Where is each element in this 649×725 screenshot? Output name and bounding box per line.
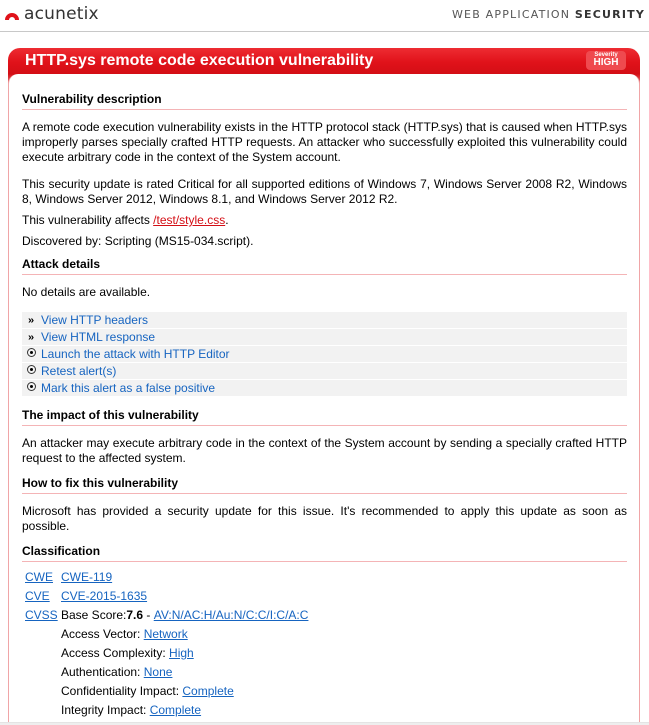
attack-details-text: No details are available. (22, 285, 151, 299)
classification-cvss-row (22, 606, 627, 625)
cve-value-link[interactable]: CVE-2015-1635 (61, 589, 148, 603)
cwe-key-link[interactable]: CWE (25, 570, 53, 584)
cvss-metric-integrity-impact (22, 701, 627, 720)
launch-http-editor-button[interactable] (22, 346, 627, 362)
metric-value-link[interactable]: Complete (149, 703, 202, 717)
acunetix-logo-icon (4, 6, 20, 22)
metric-value-link[interactable]: High (169, 646, 194, 660)
action-label: Mark this alert as a false positive (41, 381, 216, 395)
cvss-metric-confidentiality-impact (22, 682, 627, 701)
section-heading-attack: Attack details (22, 257, 627, 275)
alert-card (8, 48, 640, 725)
top-header (0, 0, 649, 32)
cvss-metric-access-vector (22, 625, 627, 644)
affects-line (22, 213, 627, 228)
tagline-regular: WEB APPLICATION (451, 8, 575, 21)
severity-value: HIGH (593, 57, 619, 68)
severity-badge (586, 51, 626, 70)
metric-value-link[interactable]: Network (143, 627, 188, 641)
metric-label: Access Vector: (61, 627, 144, 641)
classification-cve-row (22, 587, 627, 606)
severity-label: Severity (594, 52, 618, 58)
double-chevron-down-icon: » (27, 314, 35, 326)
affects-prefix: This vulnerability affects (22, 213, 154, 227)
cvss-key-link[interactable]: CVSS (25, 608, 58, 622)
discovered-by: Discovered by: Scripting (MS15-034.script). (22, 234, 254, 248)
classification-cwe-row (22, 568, 627, 587)
base-score-value: 7.6 (126, 608, 144, 622)
section-heading-impact: The impact of this vulnerability (22, 408, 627, 426)
metric-value-link[interactable]: None (143, 665, 173, 679)
view-html-response-button[interactable] (22, 329, 627, 345)
metric-label: Authentication: (61, 665, 144, 679)
alert-title-bar (8, 48, 640, 74)
acunetix-logo (4, 4, 99, 24)
affected-file-link[interactable]: /test/style.css (153, 213, 226, 227)
action-label: Retest alert(s) (41, 364, 117, 378)
description-paragraph-2: This security update is rated Critical for all supported editions of Windows 7, Windows Server 2008 R2, Windows 8, Windows Server 2012, Windows 8.1, and Windows Server 2012 R2. (22, 177, 627, 206)
mark-false-positive-button[interactable] (22, 380, 627, 396)
radio-bullet-icon (25, 348, 37, 360)
metric-label: Access Complexity: (61, 646, 170, 660)
section-heading-description: Vulnerability description (22, 92, 627, 110)
double-chevron-down-icon: » (27, 331, 35, 343)
cvss-vector-link[interactable]: AV:N/AC:H/Au:N/C:C/I:C/A:C (153, 608, 309, 622)
cwe-value-link[interactable]: CWE-119 (61, 570, 113, 584)
retest-alerts-button[interactable] (22, 363, 627, 379)
section-heading-fix: How to fix this vulnerability (22, 476, 627, 494)
radio-bullet-icon (25, 365, 37, 377)
section-heading-classification: Classification (22, 544, 627, 562)
view-http-headers-button[interactable] (22, 312, 627, 328)
impact-text: An attacker may execute arbitrary code in the context of the System account by sending a specially crafted HTTP request to the affected system. (22, 436, 627, 465)
description-paragraph-1: A remote code execution vulnerability exists in the HTTP protocol stack (HTTP.sys) that is caused when HTTP.sys improperly parses specially crafted HTTP requests. An attacker who successfully exploited this vulnerability could execute arbitrary code in the context of the System account. (22, 120, 627, 164)
cvss-metric-authentication (22, 663, 627, 682)
logo-text: acunetix (24, 4, 99, 24)
affects-suffix: . (225, 213, 229, 227)
action-label: View HTTP headers (41, 313, 148, 327)
tagline (452, 8, 645, 21)
fix-text: Microsoft has provided a security update for this issue. It's recommended to apply this update as soon as possible. (22, 504, 627, 533)
tagline-bold: SECURITY (574, 8, 645, 21)
metric-value-link[interactable]: Complete (182, 684, 234, 698)
base-score-separator: - (143, 608, 154, 622)
cvss-metric-access-complexity (22, 644, 627, 663)
alert-body (8, 74, 640, 725)
radio-bullet-icon (25, 382, 37, 394)
alert-title: HTTP.sys remote code execution vulnerability (25, 52, 374, 69)
metric-label: Integrity Impact: (61, 703, 150, 717)
action-label: Launch the attack with HTTP Editor (41, 347, 230, 361)
metric-label: Confidentiality Impact: (61, 684, 183, 698)
base-score-label: Base Score: (61, 608, 127, 622)
cve-key-link[interactable]: CVE (25, 589, 50, 603)
attack-actions (22, 312, 627, 396)
action-label: View HTML response (41, 330, 156, 344)
